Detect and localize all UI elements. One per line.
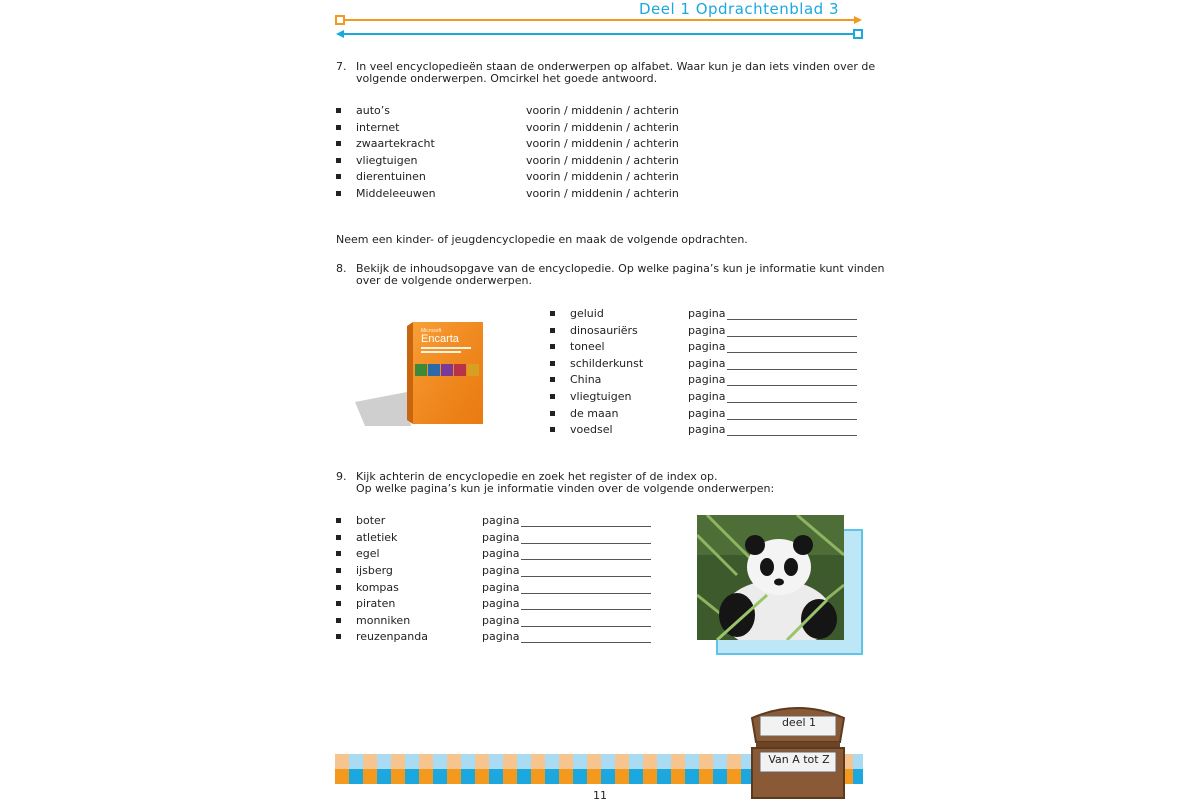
panda-eye-patch	[784, 558, 798, 576]
chest-label-top: deel 1	[781, 716, 817, 729]
answer-line[interactable]	[521, 626, 651, 627]
list-item	[336, 514, 656, 530]
answer-line[interactable]	[727, 385, 857, 386]
q8-topic: China	[570, 373, 602, 386]
answer-line[interactable]	[521, 543, 651, 544]
bullet	[336, 125, 341, 130]
q7-topic: vliegtuigen	[356, 154, 418, 167]
box-thumb	[441, 364, 453, 376]
q9-number: 9.	[336, 470, 347, 483]
bullet	[550, 411, 555, 416]
bullet	[336, 585, 341, 590]
bullet	[336, 535, 341, 540]
answer-line[interactable]	[727, 352, 857, 353]
bullet	[336, 174, 341, 179]
page-label: pagina	[482, 581, 520, 594]
q7-options[interactable]: voorin / middenin / achterin	[526, 121, 679, 134]
panda-nose	[774, 579, 784, 586]
page-label: pagina	[482, 614, 520, 627]
page-number: 11	[593, 789, 607, 802]
answer-line[interactable]	[521, 526, 651, 527]
page-header-title: Deel 1 Opdrachtenblad 3	[638, 0, 839, 18]
header-arrows	[334, 14, 866, 40]
encyclopedia-box-image	[355, 320, 485, 430]
q7-options[interactable]: voorin / middenin / achterin	[526, 104, 679, 117]
q8-topic: voedsel	[570, 423, 613, 436]
q8-text-line2: over de volgende onderwerpen.	[356, 274, 533, 287]
q9-topic: piraten	[356, 597, 396, 610]
q9-topic: kompas	[356, 581, 399, 594]
q7-options[interactable]: voorin / middenin / achterin	[526, 154, 679, 167]
list-item	[550, 340, 860, 356]
list-item	[550, 407, 860, 423]
list-item	[336, 121, 696, 137]
q7-topic: auto’s	[356, 104, 390, 117]
list-item	[336, 547, 656, 563]
bullet	[550, 361, 555, 366]
list-item	[550, 423, 860, 439]
page-label: pagina	[482, 514, 520, 527]
panda-ear	[793, 535, 813, 555]
q7-options[interactable]: voorin / middenin / achterin	[526, 137, 679, 150]
page-label: pagina	[482, 564, 520, 577]
answer-line[interactable]	[521, 559, 651, 560]
q8-number: 8.	[336, 262, 347, 275]
q9-topic: monniken	[356, 614, 411, 627]
q7-number: 7.	[336, 60, 347, 73]
q7-options[interactable]: voorin / middenin / achterin	[526, 187, 679, 200]
box-text-line	[421, 347, 471, 349]
list-item	[336, 187, 696, 203]
page-label: pagina	[688, 407, 726, 420]
panda-ear	[745, 535, 765, 555]
q8-text-line1: Bekijk de inhoudsopgave van de encyclopedie. Op welke pagina’s kun je informatie kunt vinden	[356, 262, 885, 275]
list-item	[336, 170, 696, 186]
list-item	[550, 373, 860, 389]
list-item	[550, 390, 860, 406]
bullet	[336, 634, 341, 639]
bullet	[336, 618, 341, 623]
blue-square	[854, 30, 862, 38]
list-item	[336, 597, 656, 613]
panda-photo	[697, 515, 844, 640]
orange-square	[336, 16, 344, 24]
panda-arm	[719, 593, 755, 637]
list-item	[336, 614, 656, 630]
list-item	[336, 581, 656, 597]
bullet	[336, 158, 341, 163]
q8-topic: dinosauriërs	[570, 324, 638, 337]
answer-line[interactable]	[521, 593, 651, 594]
box-shadow	[355, 392, 411, 426]
box-small-text: Microsoft	[421, 328, 442, 334]
bullet	[550, 328, 555, 333]
answer-line[interactable]	[727, 369, 857, 370]
page-label: pagina	[688, 307, 726, 320]
q8-topic: geluid	[570, 307, 604, 320]
bullet	[550, 394, 555, 399]
list-item	[336, 104, 696, 120]
list-item	[336, 137, 696, 153]
list-item	[336, 564, 656, 580]
answer-line[interactable]	[521, 576, 651, 577]
box-brand-text: Encarta	[421, 333, 459, 345]
q9-topic: boter	[356, 514, 386, 527]
list-item	[336, 630, 656, 646]
bullet	[336, 518, 341, 523]
q7-text-line2: volgende onderwerpen. Omcirkel het goede antwoord.	[356, 72, 658, 85]
chest-label-bottom: Van A tot Z	[768, 753, 830, 766]
list-item	[336, 531, 656, 547]
orange-arrowhead	[854, 16, 862, 24]
list-item	[550, 324, 860, 340]
box-thumb	[415, 364, 427, 376]
bullet	[336, 601, 341, 606]
bullet	[550, 344, 555, 349]
q8-topic: toneel	[570, 340, 605, 353]
q9-topic: reuzenpanda	[356, 630, 428, 643]
bullet	[550, 311, 555, 316]
q7-text-line1: In veel encyclopedieën staan de onderwerpen op alfabet. Waar kun je dan iets vinden over de	[356, 60, 876, 73]
page-label: pagina	[688, 324, 726, 337]
page-label: pagina	[688, 390, 726, 403]
answer-line[interactable]	[727, 402, 857, 403]
blue-arrowhead	[336, 30, 344, 38]
page-label: pagina	[482, 531, 520, 544]
page-label: pagina	[482, 630, 520, 643]
answer-line[interactable]	[727, 435, 857, 436]
box-thumb	[428, 364, 440, 376]
q8-topic: vliegtuigen	[570, 390, 632, 403]
q9-topic: ijsberg	[356, 564, 393, 577]
bullet	[550, 427, 555, 432]
box-thumb	[467, 364, 479, 376]
list-item	[550, 357, 860, 373]
box-thumb	[454, 364, 466, 376]
page-label: pagina	[688, 423, 726, 436]
page-label: pagina	[688, 340, 726, 353]
q9-topic: egel	[356, 547, 380, 560]
answer-line[interactable]	[521, 609, 651, 610]
q7-topic: dierentuinen	[356, 170, 426, 183]
answer-line[interactable]	[521, 642, 651, 643]
q9-topic: atletiek	[356, 531, 398, 544]
bullet	[336, 191, 341, 196]
intro-text: Neem een kinder- of jeugdencyclopedie en maak de volgende opdrachten.	[336, 233, 748, 246]
bullet	[336, 568, 341, 573]
page-label: pagina	[688, 357, 726, 370]
q8-topic: schilderkunst	[570, 357, 644, 370]
q8-topic: de maan	[570, 407, 619, 420]
answer-line[interactable]	[727, 319, 857, 320]
list-item	[550, 307, 860, 323]
answer-line[interactable]	[727, 336, 857, 337]
box-side	[407, 322, 413, 424]
q7-topic: zwaartekracht	[356, 137, 435, 150]
q7-options[interactable]: voorin / middenin / achterin	[526, 170, 679, 183]
q9-text-line2: Op welke pagina’s kun je informatie vinden over de volgende onderwerpen:	[356, 482, 775, 495]
q9-text-line1: Kijk achterin de encyclopedie en zoek het register of de index op.	[356, 470, 718, 483]
bullet	[336, 108, 341, 113]
page-label: pagina	[482, 597, 520, 610]
bullet	[336, 141, 341, 146]
bullet	[550, 377, 555, 382]
page-label: pagina	[688, 373, 726, 386]
box-text-line	[421, 351, 461, 353]
bullet	[336, 551, 341, 556]
list-item	[336, 154, 696, 170]
q7-topic: internet	[356, 121, 400, 134]
page-label: pagina	[482, 547, 520, 560]
q7-topic: Middeleeuwen	[356, 187, 436, 200]
answer-line[interactable]	[727, 419, 857, 420]
panda-eye-patch	[760, 558, 774, 576]
